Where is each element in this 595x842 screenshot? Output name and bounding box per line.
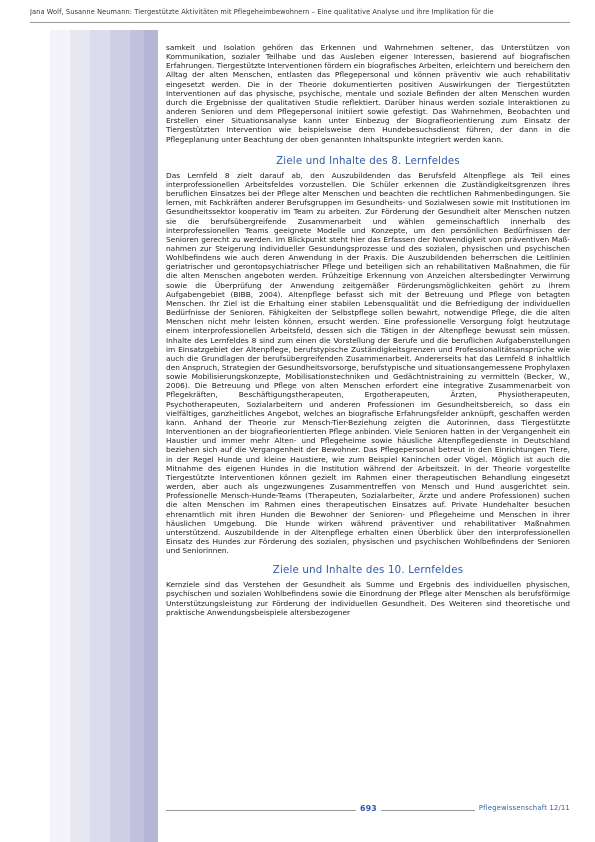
section-heading-lernfeld-10: Ziele und Inhalte des 10. Lernfeldes <box>272 565 464 577</box>
intro-paragraph: samkeit und Isolation gehören das Erkennen und Wahrnehmen seltener, das Unterstützen von Kommunikation, sozialer Teilhabe und das Ausleben eigener Interessen, basierend auf biografischen Erfahrungen. Tiergestützte Interventionen fördern ein biografisches Arbeiten, erleichtern und bereichern den Alltag der alten Menschen, entlasten das Pflegepersonal und können präventiv wie auch rehabilitativ eingesetzt werden. Die in der Theorie dokumentierten positiven Auswirkungen der Tiergestützten Interventionen auf das physische, psychische, mentale und soziale Befinden der alten Menschen wurden durch die Ergebnisse der qualitativen Studie reflektiert. Darüber hinaus werden soziale Interaktionen zu anderen Senioren und dem Pflegepersonal initiiert sowie gefestigt. Das Wahrnehmen, Beobachten und Erstellen einer Situationsanalyse kann unter Einbezug der Biografieorientierung zum Einsatz der Tiergestützten Intervention wie beispielsweise dem Hundebesuchsdienst führen, der dann in die Pflegeplanung unter Beachtung der oben genannten Inhaltspunkte integriert werden kann. <box>166 43 570 144</box>
page-number: 693 <box>356 804 381 813</box>
lernfeld-10-paragraph: Kernziele sind das Verstehen der Gesundheit als Summe und Ergebnis des individuellen physischen, psychischen und sozialen Wohlbefindens sowie die Einordnung der Pflege alter Menschen als berufsförmige Unterstützungsleistung zur Förderung der individuellen Gesundheit. Des Weiteren sind theoretische und praktische Anwendungsbeispiele altersbezogener <box>166 580 570 617</box>
journal-issue: Pflegewissenschaft 12/11 <box>475 804 570 812</box>
decorative-sidebar <box>30 30 158 842</box>
article-body <box>166 43 570 617</box>
section-heading-lernfeld-8: Ziele und Inhalte des 8. Lernfeldes <box>276 155 460 167</box>
page-footer <box>166 804 570 824</box>
running-header: Jana Wolf, Susanne Neumann: Tiergestützte Aktivitäten mit Pflegeheimbewohnern – Eine qualitative Analyse und ihre Implikation für die <box>30 8 494 16</box>
lernfeld-8-paragraph: Das Lernfeld 8 zielt darauf ab, den Auszubildenden das Berufsfeld Altenpflege als Teil eines interprofessionellen Arbeitsfeldes vorzustellen. Die Schüler erkennen die Zuständigkeitsgrenzen ihres beruflichen Einsatzes bei der Pflege alter Menschen und beachten die rechtlichen Rahmenbedingungen. Sie lernen, mit Fachkräften anderer Berufsgruppen im Gesundheits- und Sozialwesen sowie mit Institutionen im Gesundheitssektor kooperativ im Team zu arbeiten. Zur Förderung der Gesundheit alter Menschen nutzen sie die berufsübergreifende Zusammenarbeit und wählen gemeinschaftlich innerhalb des interprofessionellen Teams geeignete Modelle und Konzepte, um den persönlichen Bedürfnissen der Senioren gerecht zu werden. Im Blickpunkt steht hier das Erfassen der Notwendigkeit von präventiven Maßnahmen zur Steigerung individueller Gesundungsprozesse und des sozialen, physischen und psychischen Wohlbefindens wie auch deren Anwendung in der Praxis. Die Auszubildenden beherrschen die Leitlinien geriatrischer und gerontopsychiatrischer Pflege und beteiligen sich an rehabilitativen Maßnahmen, die für die alten Menschen angeboten werden. Frühzeitige Erkennung von Anzeichen altersbedingter Verwirrung sowie die Überprüfung der Anwendung zeitgemäßer Förderungsmöglichkeiten gehört zu ihrem Aufgabengebiet (BIBB, 2004). Altenpflege befasst sich mit der Betreuung und Pflege von betagten Menschen. Ihr Ziel ist die Erhaltung einer stabilen Lebensqualität und die Befriedigung der individuellen Bedürfnisse der Senioren. Fähigkeiten der Selbstpflege sollen bewahrt, notwendige Pflege, die die alten Menschen nicht mehr leisten können, ersucht werden. Eine professionelle Versorgung folgt heutzutage einem interprofessionellen Arbeitsfeld, dessen sich die Tätigen in der Altenpflege bewusst sein müssen. Inhalte des Lernfeldes 8 sind zum einen die Vorstellung der Berufe und die beruflichen Aufgabenstellungen im Einsatzgebiet der Altenpflege, berufstypische Zuständigkeitsgrenzen und Professionalitätsansprüche wie auch die Grundlagen der berufsübergreifenden Zusammenarbeit. Andererseits hat das Lernfeld 8 inhaltlich den Anspruch, Strategien der Gesundheitsvorsorge, berufstypische und situationsangemessene Prophylaxen sowie Mobilisierungskonzepte, Mobilisationstechniken und Gedächtnistraining zu vermitteln (Becker, W., 2006). Die Betreuung und Pflege von alten Menschen erfordert eine integrative Zusammenarbeit von Pflegekräften, Beschäftigungstherapeuten, Ergotherapeuten, Ärzten, Physiotherapeuten, Psychotherapeuten, Sozialarbeitern und anderen Professionen im Gesundheitsbereich, so dass ein vielfältiges, ganzheitliches Angebot, welches an biografische Erfahrungsfelder anknüpft, geschaffen werden kann. Anhand der Theorie zur Mensch-Tier-Beziehung zeigten die Autorinnen, dass Tiergestützte Interventionen an der biografieorientierten Pflege anbinden. Viele Senioren hatten in der Vergangenheit ein Haustier und immer mehr Alten- und Pflegeheime sowie häusliche Altenpflegedienste in Deutschland beziehen sich auf die Vergangenheit der Bewohner. Das Pflegepersonal betreut in den Einrichtungen Tiere, in der Regel Hunde und kleine Haustiere, wie zum Beispiel Kaninchen oder Vögel. Möglich ist auch die Mitnahme des eigenen Hundes in die Institution während der Arbeitszeit. In der Theorie vorgestellte Tiergestützte Interventionen können gezielt im Rahmen einer therapeutischen Behandlung eingesetzt werden, aber auch als ungezwungenes Zusammentreffen von Mensch und Hund ausgerichtet sein. Professionelle Mensch-Hunde-Teams (Therapeuten, Sozialarbeiter, Ärzte und andere Professionen) suchen die alten Menschen im Rahmen eines therapeutischen Einsatzes auf. Private Hundehalter besuchen ehrenamtlich mit ihren Hunden die Bewohner der Senioren- und Pflegeheime und Menschen in ihrer häuslichen Umgebung. Die Hunde wirken während präventiver und rehabilitativer Maßnahmen unterstützend. Auszubildende in der Altenpflege erhalten einen Überblick über den interprofessionellen Einsatz des Hundes zur Förderung des sozialen, physischen und psychischen Wohlbefindens der Senioren und Seniorinnen. <box>166 170 570 556</box>
header-divider <box>30 22 570 23</box>
